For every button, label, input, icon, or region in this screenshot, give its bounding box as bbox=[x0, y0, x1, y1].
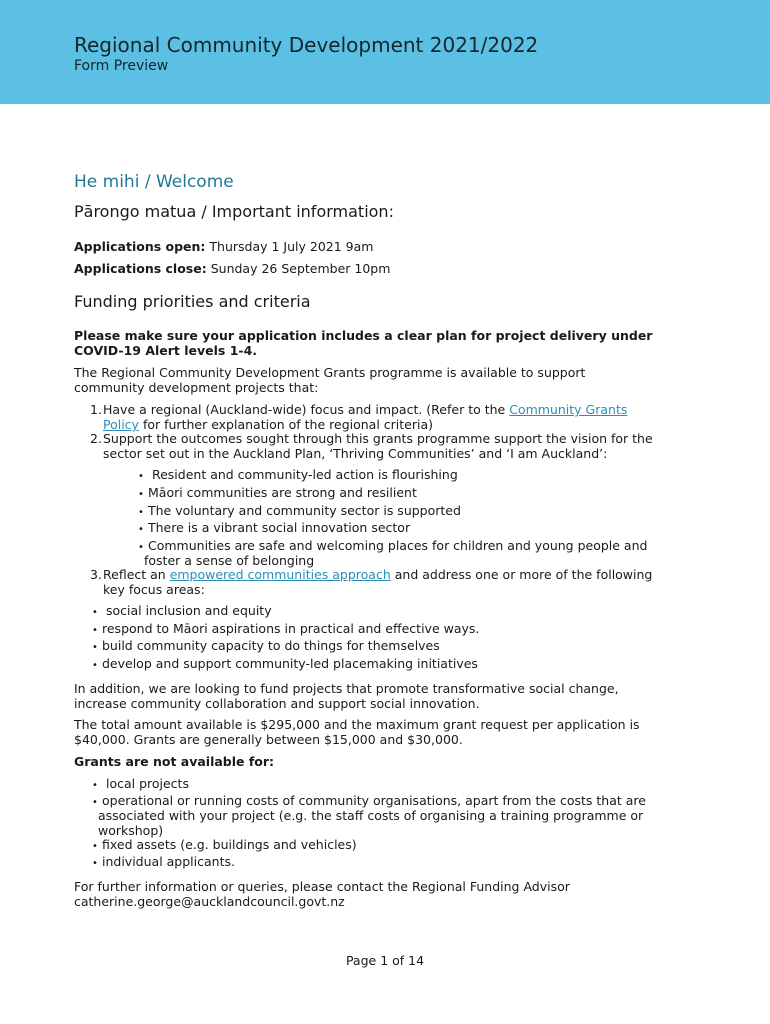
outcome-bullet: • There is a vibrant social innovation sector bbox=[138, 520, 410, 537]
contact-email: catherine.george@aucklandcouncil.govt.nz bbox=[74, 894, 345, 909]
list-number-3: 3. bbox=[90, 567, 102, 582]
focus-bullet: • build community capacity to do things for themselves bbox=[92, 638, 440, 655]
page-subtitle: Form Preview bbox=[74, 58, 169, 74]
exclusion-bullet: • local projects bbox=[92, 776, 189, 793]
exclusion-bullet: • individual applicants. bbox=[92, 854, 235, 871]
not-available-heading: Grants are not available for: bbox=[74, 754, 275, 769]
outcome-bullet-cont: foster a sense of belonging bbox=[144, 553, 315, 568]
focus-bullet: • develop and support community-led placemaking initiatives bbox=[92, 656, 478, 673]
outcome-bullet: • Resident and community-led action is flourishing bbox=[138, 467, 458, 484]
list-number-1: 1. bbox=[90, 402, 102, 417]
funding-heading: Funding priorities and criteria bbox=[74, 292, 311, 311]
applications-open-label: Applications open: bbox=[74, 239, 206, 254]
addition-line2: increase community collaboration and support social innovation. bbox=[74, 696, 480, 711]
exclusion-bullet-cont: associated with your project (e.g. the staff costs of organising a training programme or bbox=[98, 808, 644, 823]
item3-text: Reflect an bbox=[103, 567, 170, 582]
list-number-2: 2. bbox=[90, 431, 102, 446]
intro-line2: community development projects that: bbox=[74, 380, 319, 395]
outcome-bullet: • Māori communities are strong and resilient bbox=[138, 485, 417, 502]
empowered-communities-link[interactable]: empowered communities approach bbox=[169, 567, 391, 582]
applications-close bbox=[74, 261, 390, 276]
applications-close-value: Sunday 26 September 10pm bbox=[206, 261, 391, 276]
page-number: Page 1 of 14 bbox=[345, 953, 425, 968]
applications-close-label: Applications close: bbox=[74, 261, 207, 276]
item1-text: Have a regional (Auckland-wide) focus and impact. (Refer to the bbox=[103, 402, 510, 417]
list-item-2-line2: sector set out in the Auckland Plan, ‘Thriving Communities’ and ‘I am Auckland’: bbox=[103, 446, 608, 461]
outcome-bullet: • Communities are safe and welcoming places for children and young people and bbox=[138, 538, 647, 555]
intro-line1: The Regional Community Development Grants programme is available to support bbox=[74, 365, 586, 380]
item3-text-cont: and address one or more of the following bbox=[390, 567, 653, 582]
list-item-1-line1 bbox=[103, 402, 627, 417]
welcome-heading: He mihi / Welcome bbox=[74, 172, 234, 192]
important-info-heading: Pārongo matua / Important information: bbox=[74, 202, 394, 221]
focus-bullet: • respond to Māori aspirations in practical and effective ways. bbox=[92, 621, 479, 638]
exclusion-bullet-cont: workshop) bbox=[98, 823, 164, 838]
page-title: Regional Community Development 2021/2022 bbox=[74, 33, 539, 57]
community-grants-policy-link[interactable]: Community Grants bbox=[509, 402, 628, 417]
list-item-3-line2: key focus areas: bbox=[103, 582, 205, 597]
header-banner bbox=[0, 0, 770, 104]
applications-open-value: Thursday 1 July 2021 9am bbox=[205, 239, 374, 254]
contact-line1: For further information or queries, please contact the Regional Funding Advisor bbox=[74, 879, 570, 894]
list-item-2-line1: Support the outcomes sought through this grants programme support the vision for the bbox=[103, 431, 653, 446]
exclusion-bullet: • fixed assets (e.g. buildings and vehicles) bbox=[92, 837, 357, 854]
addition-line1: In addition, we are looking to fund projects that promote transformative social change, bbox=[74, 681, 619, 696]
item1-text-cont: for further explanation of the regional criteria) bbox=[138, 417, 433, 432]
covid-note-line1: Please make sure your application includes a clear plan for project delivery under bbox=[74, 328, 653, 343]
exclusion-bullet: • operational or running costs of community organisations, apart from the costs that are bbox=[92, 793, 646, 810]
list-item-1-line2 bbox=[103, 417, 433, 432]
covid-note-line2: COVID-19 Alert levels 1-4. bbox=[74, 343, 258, 358]
applications-open bbox=[74, 239, 373, 254]
list-item-3-line1 bbox=[103, 567, 652, 582]
total-line2: $40,000. Grants are generally between $15,000 and $30,000. bbox=[74, 732, 463, 747]
outcome-bullet: • The voluntary and community sector is supported bbox=[138, 503, 461, 520]
total-line1: The total amount available is $295,000 and the maximum grant request per application is bbox=[74, 717, 640, 732]
focus-bullet: • social inclusion and equity bbox=[92, 603, 272, 620]
community-grants-policy-link-cont[interactable]: Policy bbox=[103, 417, 139, 432]
